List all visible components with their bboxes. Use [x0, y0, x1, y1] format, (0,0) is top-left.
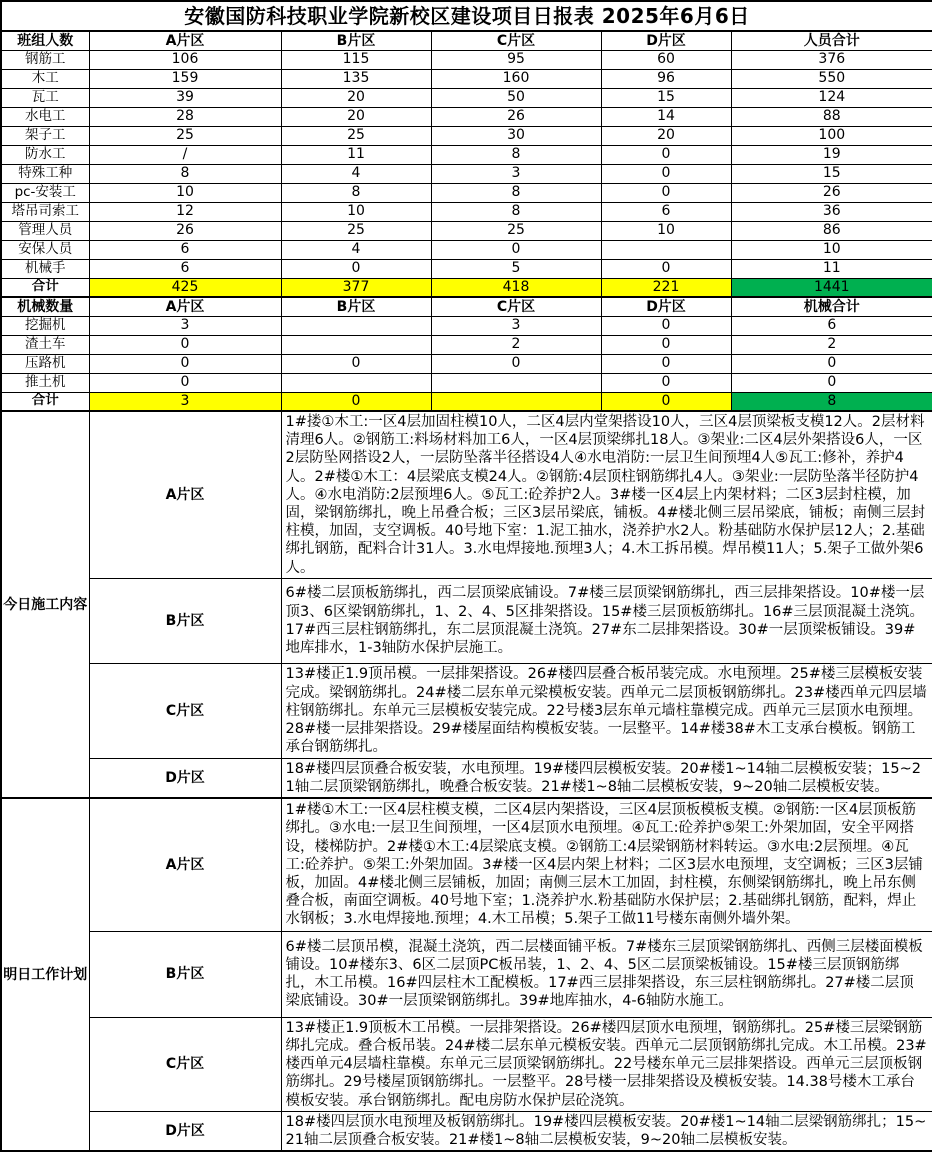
- table-row: [1, 107, 932, 126]
- today-zone-b-row: [1, 578, 932, 663]
- table-row: [1, 126, 932, 145]
- count-cell: [281, 316, 431, 335]
- count-cell: 0: [431, 240, 601, 259]
- machinery-header-zone-c: C片区: [431, 297, 601, 316]
- total-cell: 377: [281, 278, 431, 297]
- count-cell: 100: [731, 126, 932, 145]
- title-date: 2025年6月6日: [601, 3, 750, 28]
- count-cell: 106: [89, 50, 281, 69]
- count-cell: 4: [281, 240, 431, 259]
- table-row: [1, 50, 932, 69]
- personnel-header-row: [1, 31, 932, 50]
- zone-content-text: 6#楼二层顶吊模，混凝土浇筑，西二层楼面铺平板。7#楼东三层顶梁钢筋绑扎、西侧三层楼面模板铺设。10#楼东3、6区二层顶PC板吊装，1、2、4、5区二层顶梁板铺设。15#楼三层顶钢筋绑扎，木工吊模。16#四层柱木工配模板。17#西三层排架搭设，东三层柱钢筋绑扎。27#楼二层顶梁底铺设。30#一层顶梁钢筋绑扎。39#地库抽水，4-6轴防水施工。: [281, 931, 932, 1017]
- total-cell: 418: [431, 278, 601, 297]
- count-cell: 60: [601, 50, 731, 69]
- total-label: 合计: [1, 392, 89, 411]
- count-cell: 11: [281, 145, 431, 164]
- count-cell: 10: [731, 240, 932, 259]
- zone-content-text: 6#楼二层顶板筋绑扎，西二层顶梁底铺设。7#楼三层顶梁钢筋绑扎，西三层排架搭设。10#楼一层顶3、6区梁钢筋绑扎，1、2、4、5区排架搭设。15#楼三层顶板筋绑扎。16#三层顶混凝土浇筑。17#西三层柱钢筋绑扎，东二层顶混凝土浇筑。27#东二层排架搭设。30#一层顶梁板铺设。39#地库排水，1-3轴防水保护层施工。: [281, 578, 932, 663]
- count-cell: 0: [601, 145, 731, 164]
- count-cell: 95: [431, 50, 601, 69]
- count-cell: 50: [431, 88, 601, 107]
- zone-content-text: 13#楼正1.9顶吊模。一层排架搭设。26#楼四层叠合板吊装完成。水电预埋。25#楼三层模板安装完成。梁钢筋绑扎。24#楼二层东单元梁模板安装。西单元二层顶板钢筋绑扎。23#楼西单元四层墙柱钢筋绑扎。东单元三层模板安装完成。22号楼3层东单元墙柱靠模完成。西单元三层顶水电预埋。28#楼一层排架搭设。29#楼屋面结构模板安装。一层整平。14#楼38#木工支承台模板。钢筋工承台钢筋绑扎。: [281, 663, 932, 758]
- count-cell: 11: [731, 259, 932, 278]
- count-cell: 0: [281, 259, 431, 278]
- count-cell: 0: [601, 316, 731, 335]
- zone-content-text: 1#搂①木工:一区4层加固柱模10人，二区4层内堂架搭设10人，三区4层顶梁板支模12人。2层材料清理6人。②钢筋工:料场材料加工6人，一区4层顶梁绑扎18人。③架业:二区4层外架搭设6人，一区2层防坠网搭设2人，一层防坠落半径搭设4人④水电消防:一层卫生间预埋4人⑤瓦工:修补，养护4人。2#楼①木工：4层梁底支模24人。②钢筋:4层顶柱钢筋绑扎4人。③架业:一层防坠落半径防护4人。④水电消防:2层预埋6人。⑤瓦工:砼养护2人。3#楼一区4层上内架材料；二区3层封柱模，加固，梁钢筋绑扎，晚上吊叠合板；三区3层吊梁底，铺板。4#楼北侧三层吊梁底，铺板；南侧三层封柱模，加固，支空调板。40号地下室：1.泥工抽水，浇养护水2人。粉基础防水保护层12人；2.基础绑扎钢筋，配料合计31人。3.水电焊接地.预埋3人；4.木工拆吊模。焊吊模11人；5.架子工做外架6人。: [281, 411, 932, 578]
- tomorrow-zone-c-row: [1, 1017, 932, 1111]
- count-cell: 26: [431, 107, 601, 126]
- zone-label: D片区: [89, 1111, 281, 1151]
- count-cell: 10: [601, 221, 731, 240]
- personnel-total-row: [1, 278, 932, 297]
- machine-type-label: 推土机: [1, 373, 89, 392]
- count-cell: 0: [431, 354, 601, 373]
- count-cell: 30: [431, 126, 601, 145]
- grand-total-cell: 8: [731, 392, 932, 411]
- total-cell: [431, 392, 601, 411]
- count-cell: 0: [89, 354, 281, 373]
- count-cell: [281, 373, 431, 392]
- worker-type-label: pc-安装工: [1, 183, 89, 202]
- page-title: [1, 1, 932, 31]
- count-cell: 0: [601, 354, 731, 373]
- worker-type-label: 防水工: [1, 145, 89, 164]
- personnel-header-label: 班组人数: [1, 31, 89, 50]
- total-cell: 3: [89, 392, 281, 411]
- tomorrow-zone-d-row: [1, 1111, 932, 1151]
- count-cell: 20: [281, 88, 431, 107]
- count-cell: 15: [601, 88, 731, 107]
- count-cell: 26: [89, 221, 281, 240]
- machine-type-label: 压路机: [1, 354, 89, 373]
- table-row: [1, 259, 932, 278]
- count-cell: [431, 373, 601, 392]
- count-cell: 135: [281, 69, 431, 88]
- table-row: [1, 373, 932, 392]
- count-cell: 8: [431, 145, 601, 164]
- count-cell: 124: [731, 88, 932, 107]
- count-cell: 3: [89, 316, 281, 335]
- worker-type-label: 架子工: [1, 126, 89, 145]
- tomorrow-zone-b-row: [1, 931, 932, 1017]
- zone-label: B片区: [89, 578, 281, 663]
- personnel-header-total: 人员合计: [731, 31, 932, 50]
- count-cell: 14: [601, 107, 731, 126]
- total-cell: 0: [281, 392, 431, 411]
- count-cell: 0: [601, 335, 731, 354]
- zone-content-text: 18#楼四层顶叠合板安装，水电预埋。19#楼四层模板安装。20#楼1~14轴二层模板安装；15~21轴二层顶梁钢筋绑扎，晚叠合板安装。21#楼1~8轴二层模板安装，9~20轴二层模板安装。: [281, 758, 932, 798]
- worker-type-label: 瓦工: [1, 88, 89, 107]
- count-cell: 0: [731, 373, 932, 392]
- count-cell: 8: [431, 183, 601, 202]
- machine-type-label: 挖掘机: [1, 316, 89, 335]
- total-cell: 425: [89, 278, 281, 297]
- count-cell: 25: [281, 126, 431, 145]
- machinery-header-row: [1, 297, 932, 316]
- count-cell: 36: [731, 202, 932, 221]
- count-cell: [601, 240, 731, 259]
- count-cell: 8: [281, 183, 431, 202]
- machinery-header-total: 机械合计: [731, 297, 932, 316]
- table-row: [1, 240, 932, 259]
- machinery-header-zone-b: B片区: [281, 297, 431, 316]
- count-cell: [281, 335, 431, 354]
- machinery-header-zone-d: D片区: [601, 297, 731, 316]
- total-cell: 0: [601, 392, 731, 411]
- count-cell: 0: [731, 354, 932, 373]
- count-cell: 0: [281, 354, 431, 373]
- count-cell: 115: [281, 50, 431, 69]
- count-cell: 88: [731, 107, 932, 126]
- count-cell: 26: [731, 183, 932, 202]
- zone-label: B片区: [89, 931, 281, 1017]
- count-cell: 3: [431, 164, 601, 183]
- table-row: [1, 145, 932, 164]
- count-cell: 4: [281, 164, 431, 183]
- count-cell: 96: [601, 69, 731, 88]
- count-cell: 2: [431, 335, 601, 354]
- count-cell: 28: [89, 107, 281, 126]
- total-label: 合计: [1, 278, 89, 297]
- table-row: [1, 183, 932, 202]
- tomorrow-section-label: 明日工作计划: [1, 798, 89, 1151]
- count-cell: 86: [731, 221, 932, 240]
- count-cell: 6: [89, 259, 281, 278]
- table-row: [1, 164, 932, 183]
- personnel-header-zone-c: C片区: [431, 31, 601, 50]
- count-cell: 10: [89, 183, 281, 202]
- machinery-total-row: [1, 392, 932, 411]
- count-cell: 25: [431, 221, 601, 240]
- count-cell: 159: [89, 69, 281, 88]
- count-cell: /: [89, 145, 281, 164]
- personnel-header-zone-a: A片区: [89, 31, 281, 50]
- count-cell: 8: [89, 164, 281, 183]
- zone-label: A片区: [89, 411, 281, 578]
- zone-content-text: 13#楼正1.9顶板木工吊模。一层排架搭设。26#楼四层顶水电预埋，钢筋绑扎。25#楼三层梁钢筋绑扎完成。叠合板吊装。24#楼二层东单元模板安装。西单元二层顶钢筋绑扎完成。木工吊模。23#楼西单元4层墙柱靠模。东单元三层顶梁钢筋绑扎。22号楼东单元三层排架搭设。西单元三层顶板钢筋绑扎。29号楼屋顶钢筋绑扎。一层整平。28号楼一层排架搭设及模板安装。14.38号楼木工承台模板安装。承台钢筋绑扎。配电房防水保护层砼浇筑。: [281, 1017, 932, 1111]
- personnel-header-zone-d: D片区: [601, 31, 731, 50]
- worker-type-label: 安保人员: [1, 240, 89, 259]
- count-cell: 376: [731, 50, 932, 69]
- zone-label: C片区: [89, 1017, 281, 1111]
- worker-type-label: 水电工: [1, 107, 89, 126]
- worker-type-label: 塔吊司索工: [1, 202, 89, 221]
- table-row: [1, 69, 932, 88]
- count-cell: 8: [431, 202, 601, 221]
- machine-type-label: 渣土车: [1, 335, 89, 354]
- grand-total-cell: 1441: [731, 278, 932, 297]
- zone-content-text: 1#楼①木工:一区4层柱模支模，二区4层内架搭设，三区4层顶板模板支模。②钢筋:一区4层顶板筋绑扎。③水电:一层卫生间预埋，一区4层顶水电预埋。④瓦工:砼养护⑤架工:外架加固，安全平网搭设，楼梯防护。2#楼①木工:4层梁底支模。②钢筋工:4层梁钢筋材料转运。③水电:2层预埋。④瓦工:砼养护。⑤架工:外架加固。3#楼一区4层内架上材料；二区3层水电预埋，支空调板；三区3层铺板，加固。4#楼北侧三层铺板，加固；南侧三层木工加固，封柱模，东侧梁钢筋绑扎，晚上吊东侧叠合板，南面空调板。40号地下室；1.浇养护水.粉基础防水保护层；2.基础绑扎钢筋，配料，焊止水钢板；3.水电焊接地.预埋；4.木工吊模；5.架子工做11号楼东南侧外墙外架。: [281, 798, 932, 931]
- worker-type-label: 管理人员: [1, 221, 89, 240]
- count-cell: 12: [89, 202, 281, 221]
- today-zone-a-row: [1, 411, 932, 578]
- count-cell: 0: [601, 373, 731, 392]
- count-cell: 39: [89, 88, 281, 107]
- title-main: 安徽国防科技职业学院新校区建设项目日报表: [184, 3, 595, 28]
- title-row: [1, 1, 932, 31]
- count-cell: 15: [731, 164, 932, 183]
- count-cell: 0: [601, 164, 731, 183]
- worker-type-label: 钢筋工: [1, 50, 89, 69]
- count-cell: 6: [601, 202, 731, 221]
- count-cell: 10: [281, 202, 431, 221]
- table-row: [1, 335, 932, 354]
- count-cell: 0: [601, 259, 731, 278]
- zone-label: A片区: [89, 798, 281, 931]
- today-zone-c-row: [1, 663, 932, 758]
- tomorrow-zone-a-row: [1, 798, 932, 931]
- table-row: [1, 88, 932, 107]
- worker-type-label: 机械手: [1, 259, 89, 278]
- count-cell: 25: [281, 221, 431, 240]
- table-row: [1, 221, 932, 240]
- zone-label: D片区: [89, 758, 281, 798]
- today-section-label: 今日施工内容: [1, 411, 89, 798]
- count-cell: 5: [431, 259, 601, 278]
- today-zone-d-row: [1, 758, 932, 798]
- count-cell: 0: [89, 373, 281, 392]
- count-cell: 6: [731, 316, 932, 335]
- count-cell: 0: [89, 335, 281, 354]
- count-cell: 20: [601, 126, 731, 145]
- zone-label: C片区: [89, 663, 281, 758]
- table-row: [1, 354, 932, 373]
- machinery-header-zone-a: A片区: [89, 297, 281, 316]
- count-cell: 3: [431, 316, 601, 335]
- table-row: [1, 202, 932, 221]
- count-cell: 0: [601, 183, 731, 202]
- count-cell: 550: [731, 69, 932, 88]
- count-cell: 160: [431, 69, 601, 88]
- count-cell: 6: [89, 240, 281, 259]
- personnel-header-zone-b: B片区: [281, 31, 431, 50]
- zone-content-text: 18#楼四层顶水电预埋及板钢筋绑扎。19#楼四层模板安装。20#楼1~14轴二层梁钢筋绑扎；15~21轴二层顶叠合板安装。21#楼1~8轴二层模板安装，9~20轴二层模板安装。: [281, 1111, 932, 1151]
- worker-type-label: 木工: [1, 69, 89, 88]
- count-cell: 19: [731, 145, 932, 164]
- table-row: [1, 316, 932, 335]
- count-cell: 20: [281, 107, 431, 126]
- count-cell: 2: [731, 335, 932, 354]
- total-cell: 221: [601, 278, 731, 297]
- count-cell: 25: [89, 126, 281, 145]
- machinery-header-label: 机械数量: [1, 297, 89, 316]
- worker-type-label: 特殊工种: [1, 164, 89, 183]
